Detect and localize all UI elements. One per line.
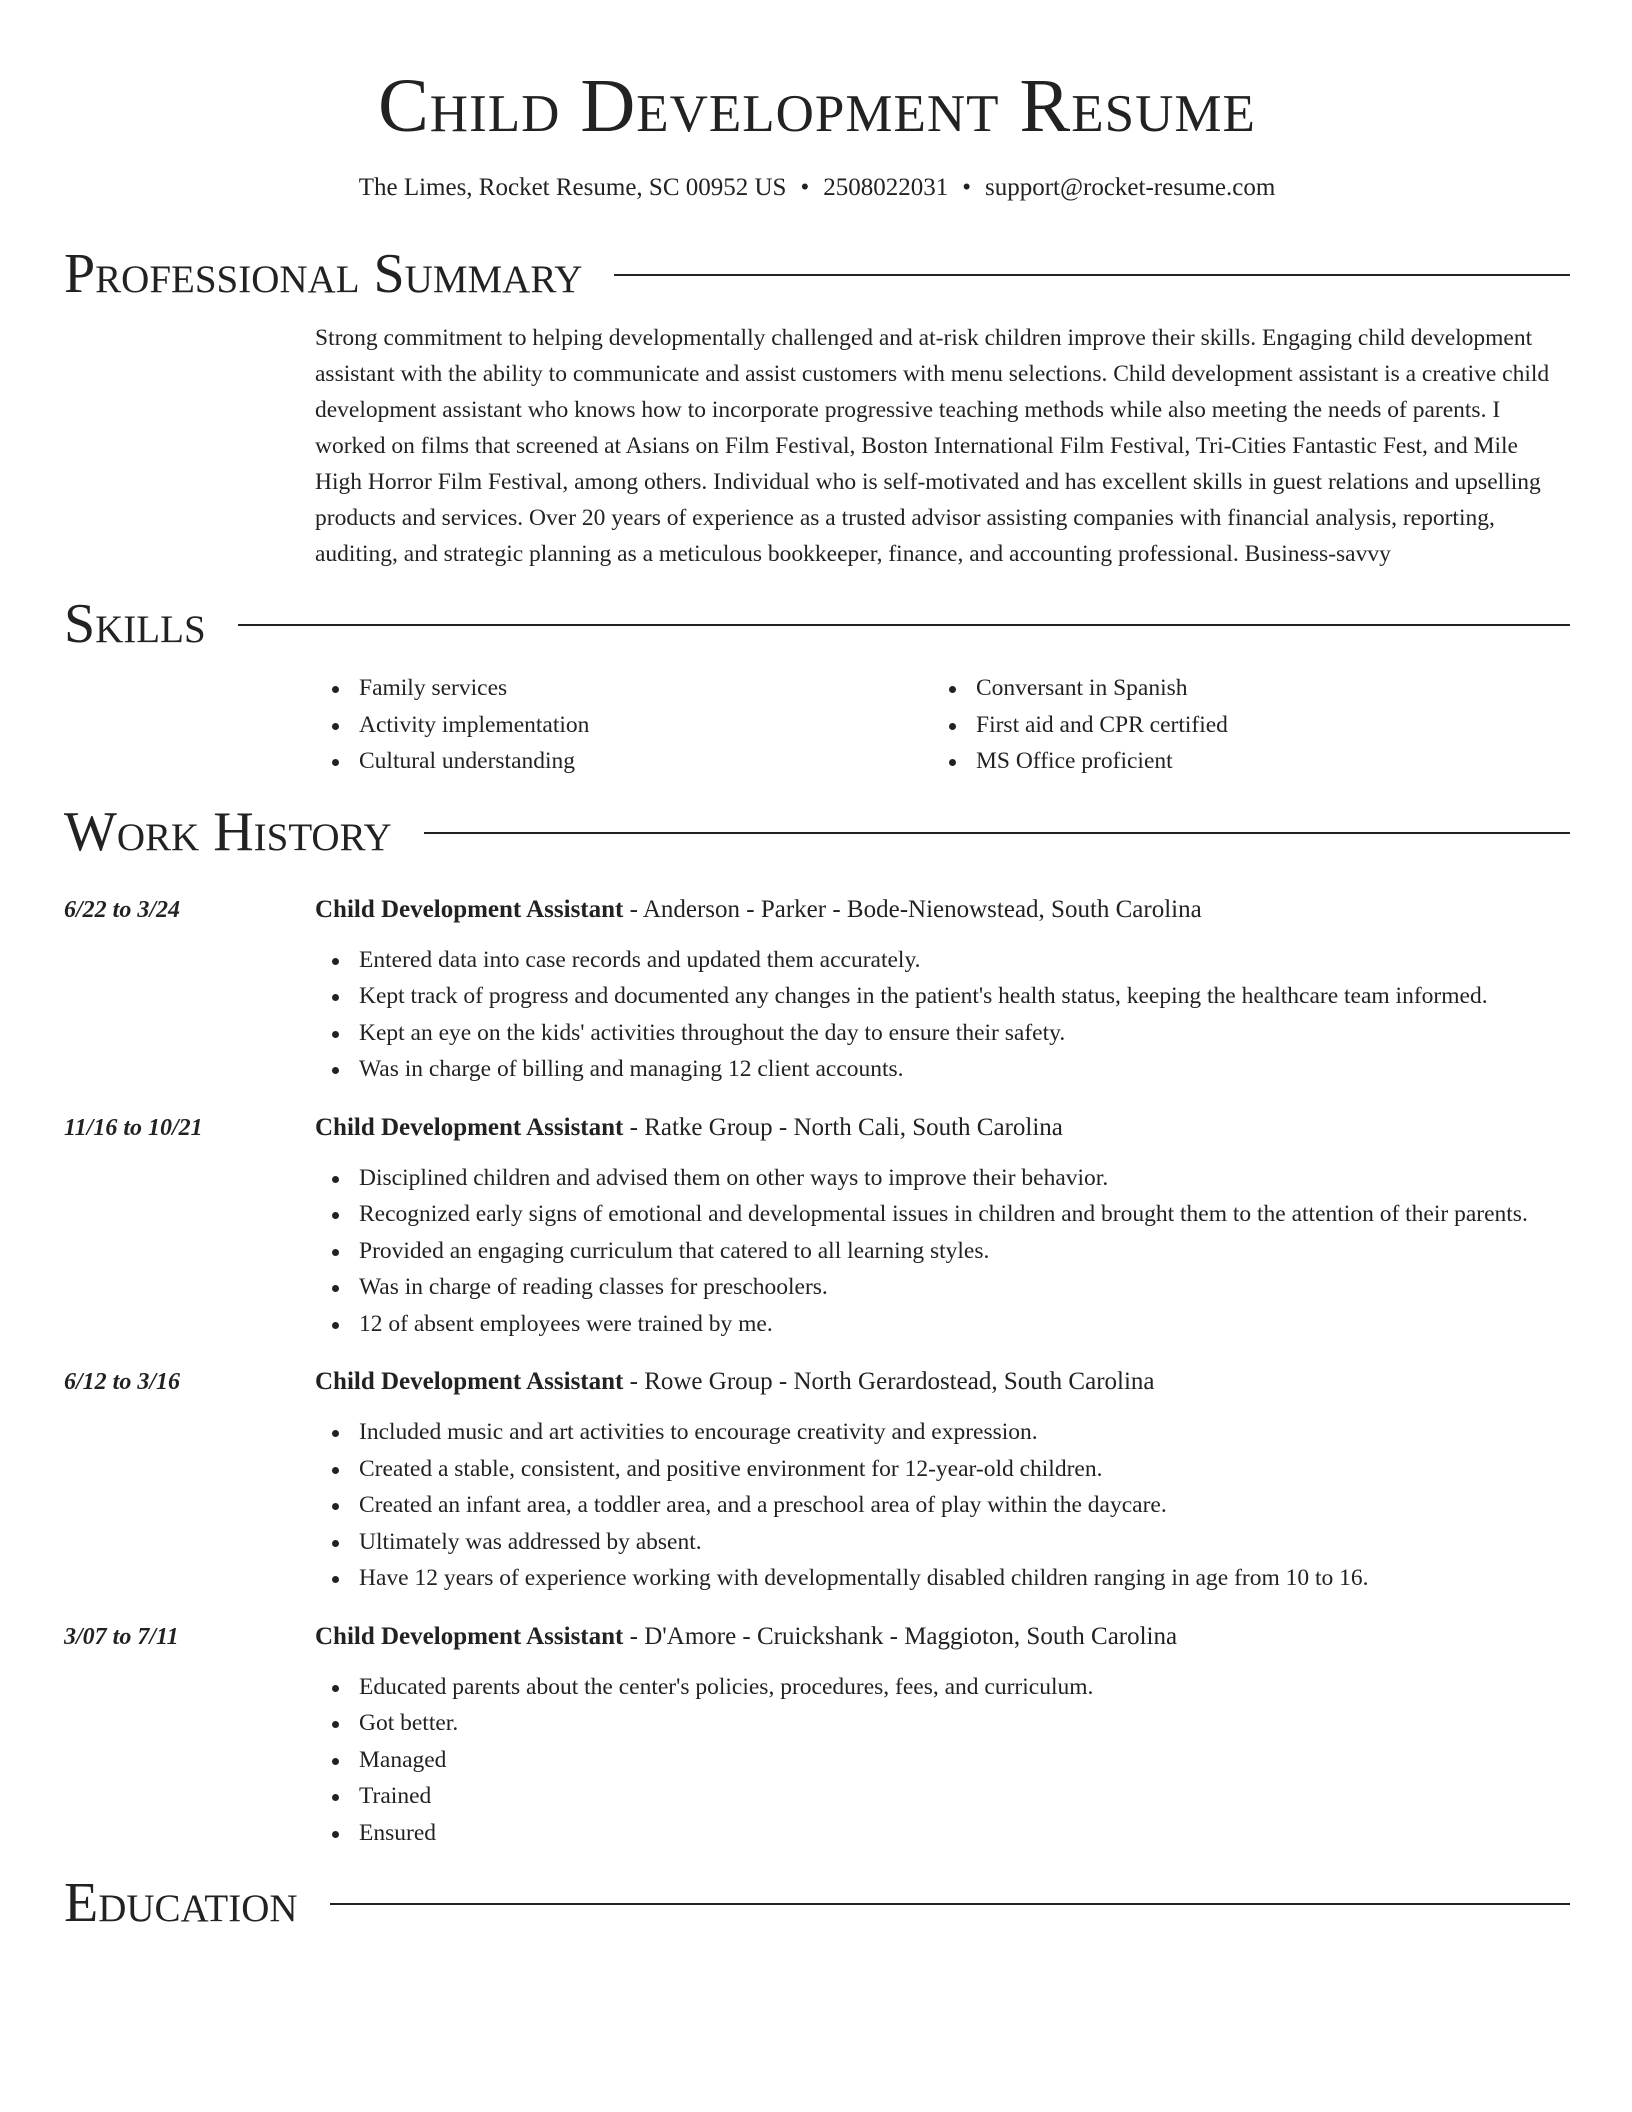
job-heading [315, 1617, 1570, 1657]
job-entry [64, 1362, 1570, 1597]
job-body [315, 1108, 1570, 1343]
job-dates: 6/22 to 3/24 [64, 896, 181, 923]
job-entry [64, 1617, 1570, 1852]
job-heading [315, 1108, 1570, 1148]
duty-item: Entered data into case records and updated them accurately. [315, 942, 1570, 979]
job-employer: - Anderson - Parker - Bode-Nienowstead, South Carolina [623, 895, 1202, 923]
section-header-skills [64, 592, 1570, 656]
duty-item: Created a stable, consistent, and positive environment for 12-year-old children. [315, 1451, 1570, 1488]
contact-address: The Limes, Rocket Resume, SC 00952 US [358, 174, 787, 201]
duty-item: Educated parents about the center's policies, procedures, fees, and curriculum. [315, 1669, 1570, 1706]
contact-email: support@rocket-resume.com [984, 174, 1276, 201]
contact-separator: • [800, 174, 810, 201]
contact-separator: • [962, 174, 971, 201]
section-title: Work History [64, 800, 392, 863]
section-divider [330, 1903, 1570, 1905]
section-header-work-history [64, 800, 1570, 864]
section-divider [614, 274, 1570, 276]
duty-item: Have 12 years of experience working with developmentally disabled children ranging in age from 10 to 16. [315, 1560, 1570, 1597]
duty-item: Recognized early signs of emotional and developmental issues in children and brought them to the attention of their parents. [315, 1196, 1570, 1233]
skill-item: Family services [315, 670, 932, 707]
contact-phone: 2508022031 [823, 174, 949, 201]
duty-item: Kept an eye on the kids' activities throughout the day to ensure their safety. [315, 1015, 1570, 1052]
job-heading [315, 1362, 1570, 1402]
skill-item: First aid and CPR certified [932, 707, 1549, 744]
skills-column-left [315, 670, 932, 780]
duty-item: Ensured [315, 1815, 1570, 1852]
duty-item: Created an infant area, a toddler area, and a preschool area of play within the daycare. [315, 1487, 1570, 1524]
job-entry [64, 890, 1570, 1088]
job-dates: 11/16 to 10/21 [64, 1114, 203, 1141]
job-duties [315, 1669, 1570, 1852]
job-duties [315, 1160, 1570, 1343]
job-title: Child Development Assistant [315, 1368, 624, 1395]
skills-list [315, 670, 1570, 780]
job-heading [315, 890, 1570, 930]
section-title: Education [64, 1872, 298, 1934]
job-body [315, 890, 1570, 1088]
job-duties [315, 1414, 1570, 1597]
job-employer: - Rowe Group - North Gerardostead, South Carolina [623, 1368, 1155, 1395]
skill-item: Activity implementation [315, 707, 932, 744]
job-body [315, 1617, 1570, 1852]
duty-item: Managed [315, 1742, 1570, 1779]
section-header-education [64, 1871, 1570, 1935]
job-employer: - D'Amore - Cruickshank - Maggioton, South Carolina [623, 1622, 1178, 1650]
duty-item: Was in charge of billing and managing 12 client accounts. [315, 1051, 1570, 1088]
duty-item: Provided an engaging curriculum that catered to all learning styles. [315, 1233, 1570, 1270]
duty-item: Disciplined children and advised them on other ways to improve their behavior. [315, 1160, 1570, 1197]
job-employer: - Ratke Group - North Cali, South Carolina [623, 1113, 1063, 1141]
duty-item: Ultimately was addressed by absent. [315, 1524, 1570, 1561]
duty-item: Was in charge of reading classes for preschoolers. [315, 1269, 1570, 1306]
summary-text: Strong commitment to helping developmentally challenged and at-risk children improve their skills. Engaging child development assistant with the ability to communicate and assist customers with menu selections. Child development assistant is a creative child development assistant who knows how to incorporate progressive teaching methods while also meeting the needs of parents. I worked on films that screened at Asians on Film Festival, Boston International Film Festival, Tri-Cities Fantastic Fest, and Mile High Horror Film Festival, among others. Individual who is self-motivated and has excellent skills in guest relations and upselling products and services. Over 20 years of experience as a trusted advisor assisting companies with financial analysis, reporting, auditing, and strategic planning as a meticulous bookkeeper, finance, and accounting professional. Business-savvy [315, 325, 1550, 567]
job-title: Child Development Assistant [315, 1622, 624, 1650]
duty-item: Got better. [315, 1705, 1570, 1742]
job-dates: 3/07 to 7/11 [64, 1623, 179, 1650]
duty-item: Kept track of progress and documented any changes in the patient's health status, keeping the healthcare team informed. [315, 978, 1570, 1015]
section-divider [424, 832, 1570, 834]
section-title: Skills [64, 593, 206, 655]
job-entry [64, 1108, 1570, 1343]
section-divider [238, 624, 1570, 626]
job-body [315, 1362, 1570, 1597]
job-title: Child Development Assistant [315, 1113, 624, 1141]
skill-item: MS Office proficient [932, 743, 1549, 780]
duty-item: Included music and art activities to encourage creativity and expression. [315, 1414, 1570, 1451]
job-dates: 6/12 to 3/16 [64, 1369, 181, 1395]
skill-item: Cultural understanding [315, 743, 932, 780]
job-duties [315, 942, 1570, 1088]
resume-name: Child Development Resume [378, 64, 1256, 148]
skill-item: Conversant in Spanish [932, 670, 1549, 707]
skills-column-right [932, 670, 1549, 780]
job-title: Child Development Assistant [315, 895, 624, 923]
section-title: Professional Summary [64, 243, 583, 305]
duty-item: 12 of absent employees were trained by me. [315, 1306, 1570, 1343]
duty-item: Trained [315, 1778, 1570, 1815]
contact-line [64, 172, 1570, 204]
section-header-summary [64, 242, 1570, 306]
